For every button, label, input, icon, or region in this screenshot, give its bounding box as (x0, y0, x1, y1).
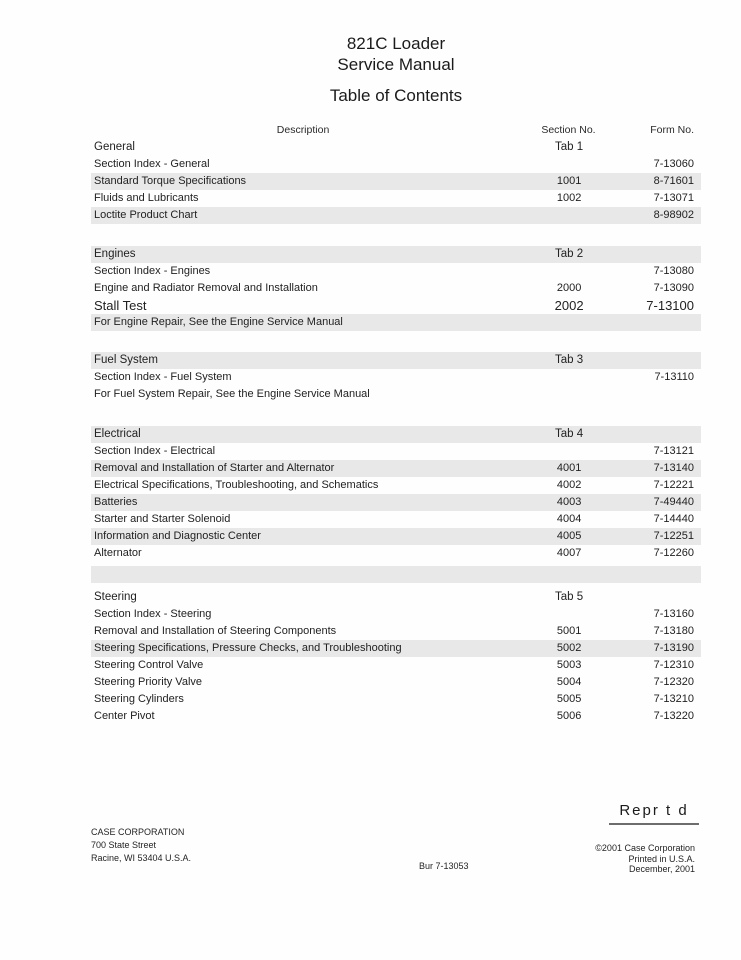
toc-cell-form-no: 7-13121 (653, 445, 694, 457)
toc-cell-form-no (622, 426, 701, 443)
copyright-block (595, 843, 695, 875)
toc-cell-form-no: 7-13090 (653, 282, 694, 294)
bur-number: Bur 7-13053 (419, 861, 469, 871)
column-header-section-no: Section No. (541, 124, 596, 136)
toc-cell-description: For Fuel System Repair, See the Engine Service Manual (94, 388, 370, 400)
publisher-street: 700 State Street (91, 840, 157, 850)
toc-row (91, 207, 701, 224)
row-spacer (91, 331, 701, 352)
toc-cell-section-no: 4007 (556, 547, 582, 559)
row-spacer (91, 403, 701, 426)
toc-cell-section-no: Tab 1 (555, 141, 584, 153)
toc-row (91, 139, 701, 156)
toc-row (91, 545, 701, 562)
toc-cell-section-no: 4003 (556, 496, 582, 508)
toc-cell-description: Steering Cylinders (94, 693, 184, 705)
toc-row (91, 369, 701, 386)
toc-cell-section-no (516, 263, 622, 280)
copyright-line: ©2001 Case Corporation (595, 843, 695, 853)
toc-cell-section-no: 5001 (556, 625, 582, 637)
toc-row (91, 314, 701, 331)
publisher-name: CASE CORPORATION (91, 827, 185, 837)
toc-cell-form-no: 8-71601 (653, 175, 694, 187)
toc-cell-form-no: 8-98902 (653, 209, 694, 221)
toc-row (91, 511, 701, 528)
printed-line: Printed in U.S.A. (628, 853, 695, 864)
toc-cell-description: Loctite Product Chart (94, 209, 198, 221)
toc-row (91, 386, 701, 403)
toc-cell-form-no: 7-13180 (653, 625, 694, 637)
toc-cell-description: Engines (94, 248, 136, 260)
toc-row (91, 589, 701, 606)
toc-cell-form-no: 7-13210 (653, 693, 694, 705)
toc-cell-description: Starter and Starter Solenoid (94, 513, 231, 525)
title-block (91, 33, 701, 75)
toc-cell-form-no (622, 314, 701, 331)
toc-row (91, 477, 701, 494)
toc-row (91, 443, 701, 460)
toc-cell-form-no: 7-12260 (653, 547, 694, 559)
toc-cell-description: Removal and Installation of Starter and Alternator (94, 462, 335, 474)
toc-cell-form-no: 7-13220 (653, 710, 694, 722)
toc-row (91, 691, 701, 708)
toc-cell-section-no: 1001 (556, 175, 582, 187)
manual-title-line2: Service Manual (337, 55, 455, 74)
toc-cell-section-no: 4004 (556, 513, 582, 525)
toc-cell-section-no (516, 386, 622, 403)
toc-row (91, 263, 701, 280)
toc-cell-section-no (516, 207, 622, 224)
manual-title-line1: 821C Loader (346, 34, 446, 53)
toc-cell-form-no (622, 352, 701, 369)
toc-heading: Table of Contents (329, 86, 463, 105)
toc-cell-description: Steering Specifications, Pressure Checks, and Troubleshooting (94, 642, 402, 654)
toc-cell-form-no: 7-12221 (653, 479, 694, 491)
toc-cell-form-no: 7-13140 (653, 462, 694, 474)
toc-cell-description: Removal and Installation of Steering Components (94, 625, 337, 637)
toc-cell-description: Section Index - Steering (94, 608, 212, 620)
toc-cell-form-no: 7-13071 (653, 192, 694, 204)
toc-cell-section-no (516, 314, 622, 331)
toc-row (91, 426, 701, 443)
toc-cell-description: Fluids and Lubricants (94, 192, 199, 204)
toc-cell-description: Stall Test (94, 298, 147, 313)
toc-row (91, 674, 701, 691)
toc-cell-form-no: 7-12320 (653, 676, 694, 688)
toc-table (91, 122, 701, 725)
reprinted-stamp: Repr t d (609, 802, 699, 825)
toc-cell-form-no: 7-13060 (653, 158, 694, 170)
toc-cell-form-no (622, 589, 701, 606)
toc-cell-description: General (94, 141, 135, 153)
toc-cell-description: For Engine Repair, See the Engine Service Manual (94, 316, 343, 328)
toc-cell-form-no: 7-13110 (654, 371, 694, 383)
toc-cell-section-no (516, 606, 622, 623)
toc-cell-section-no: 5006 (556, 710, 582, 722)
toc-cell-section-no (516, 566, 622, 583)
toc-row (91, 640, 701, 657)
toc-row (91, 297, 701, 314)
toc-cell-section-no (516, 443, 622, 460)
toc-cell-section-no: 4005 (556, 530, 582, 542)
toc-cell-section-no (516, 156, 622, 173)
toc-row (91, 190, 701, 207)
toc-cell-description: Section Index - Fuel System (94, 371, 232, 383)
column-header-description: Description (276, 124, 330, 136)
publisher-address-block (91, 826, 191, 865)
toc-cell-description: Electrical Specifications, Troubleshooting, and Schematics (94, 479, 379, 491)
toc-row (91, 494, 701, 511)
toc-cell-section-no: Tab 5 (555, 591, 584, 603)
toc-cell-form-no: 7-13190 (653, 642, 694, 654)
toc-cell-description: Steering Control Valve (94, 659, 204, 671)
toc-cell-section-no: Tab 3 (555, 354, 584, 366)
column-header-form-no: Form No. (650, 124, 694, 136)
toc-cell-form-no: 7-13160 (653, 608, 694, 620)
toc-row (91, 352, 701, 369)
toc-row (91, 156, 701, 173)
toc-cell-description (91, 566, 516, 583)
toc-row (91, 173, 701, 190)
toc-cell-form-no: 7-14440 (653, 513, 694, 525)
toc-rows (91, 139, 701, 725)
date-line: December, 2001 (628, 864, 695, 874)
toc-cell-form-no: 7-13080 (653, 265, 694, 277)
toc-cell-description: Standard Torque Specifications (94, 175, 247, 187)
toc-row (91, 460, 701, 477)
toc-row (91, 566, 701, 583)
toc-cell-description: Fuel System (94, 354, 158, 366)
toc-row (91, 708, 701, 725)
toc-cell-section-no: 1002 (556, 192, 582, 204)
toc-cell-description: Steering Priority Valve (94, 676, 203, 688)
publisher-city: Racine, WI 53404 U.S.A. (91, 853, 192, 863)
toc-row (91, 606, 701, 623)
toc-cell-description: Section Index - Electrical (94, 445, 216, 457)
toc-cell-form-no (622, 566, 701, 583)
toc-cell-description: Center Pivot (94, 710, 155, 722)
toc-cell-section-no: Tab 4 (555, 428, 584, 440)
toc-cell-form-no: 7-13100 (646, 298, 694, 313)
toc-cell-section-no: 4001 (556, 462, 582, 474)
toc-row (91, 623, 701, 640)
toc-cell-section-no: 4002 (556, 479, 582, 491)
toc-cell-description: Engine and Radiator Removal and Installation (94, 282, 318, 294)
toc-cell-form-no (622, 139, 701, 156)
toc-cell-section-no: 5004 (556, 676, 582, 688)
toc-cell-section-no (516, 369, 622, 386)
toc-cell-description: Section Index - Engines (94, 265, 211, 277)
toc-cell-section-no: Tab 2 (555, 248, 584, 260)
toc-cell-section-no: 5002 (556, 642, 582, 654)
toc-cell-description: Section Index - General (94, 158, 210, 170)
toc-row (91, 657, 701, 674)
toc-header-row (91, 122, 701, 139)
toc-cell-section-no: 2000 (556, 282, 582, 294)
toc-cell-form-no: 7-12251 (653, 530, 694, 542)
toc-cell-form-no (622, 386, 701, 403)
toc-cell-form-no: 7-12310 (653, 659, 694, 671)
toc-row (91, 280, 701, 297)
toc-cell-description: Electrical (94, 428, 141, 440)
toc-cell-form-no (622, 246, 701, 263)
toc-row (91, 246, 701, 263)
row-spacer (91, 224, 701, 246)
toc-cell-section-no: 2002 (554, 298, 584, 313)
toc-cell-description: Batteries (94, 496, 138, 508)
toc-cell-description: Steering (94, 591, 137, 603)
toc-cell-section-no: 5003 (556, 659, 582, 671)
toc-cell-description: Information and Diagnostic Center (94, 530, 261, 542)
toc-row (91, 528, 701, 545)
toc-cell-description: Alternator (94, 547, 142, 559)
toc-cell-form-no: 7-49440 (653, 496, 694, 508)
toc-cell-section-no: 5005 (556, 693, 582, 705)
